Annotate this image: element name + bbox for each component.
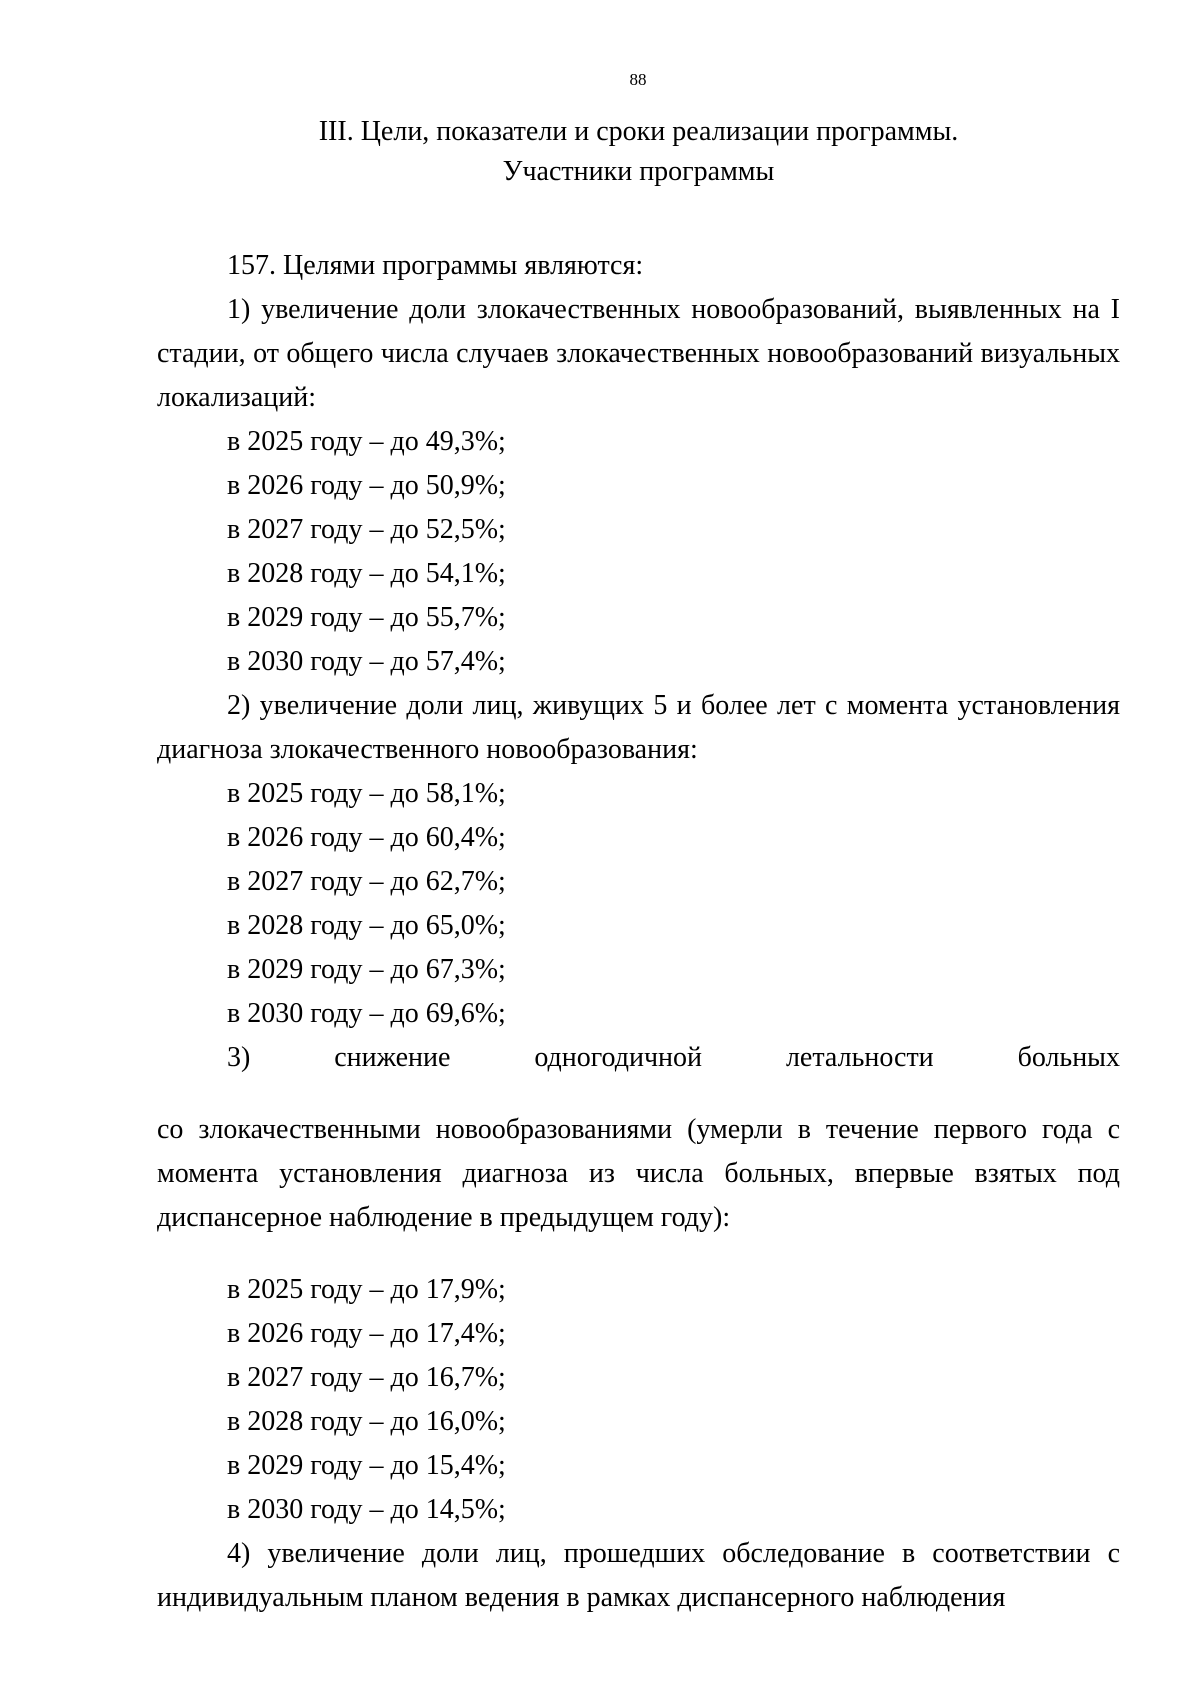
page-number: 88 (629, 70, 647, 89)
goal-3-target-2030: в 2030 году – до 14,5%; (227, 1494, 506, 1525)
goal-1-target-2027: в 2027 году – до 52,5%; (227, 514, 506, 545)
goal-3-word: больных (1017, 1042, 1120, 1073)
goal-2-target-2029: в 2029 году – до 67,3%; (227, 954, 506, 985)
clause-intro: 157. Целями программы являются: (227, 250, 644, 281)
goal-2-text: 2) увеличение доли лиц, живущих 5 и более лет с момента установления диагноза злокачественного новообразования: (157, 690, 1120, 765)
goal-3-text: со злокачественными новообразованиями (умерли в течение первого года с момента установления диагноза из числа больных, впервые взятых под диспансерное наблюдение в предыдущем году): (157, 1114, 1120, 1233)
goal-1-target-2028: в 2028 году – до 54,1%; (227, 558, 506, 589)
goal-3-word: снижение (334, 1042, 451, 1073)
goal-2-target-2025: в 2025 году – до 58,1%; (227, 778, 506, 809)
section-heading (157, 112, 1120, 192)
goal-1-target-2026: в 2026 году – до 50,9%; (227, 470, 506, 501)
goal-1-target-2030: в 2030 году – до 57,4%; (227, 646, 506, 677)
goal-3-target-2028: в 2028 году – до 16,0%; (227, 1406, 506, 1437)
goal-3-first-line (157, 1036, 1120, 1080)
goal-1-target-2029: в 2029 году – до 55,7%; (227, 602, 506, 633)
goal-2-target-2028: в 2028 году – до 65,0%; (227, 910, 506, 941)
goal-4-text: 4) увеличение доли лиц, прошедших обследование в соответствии с индивидуальным планом ведения в рамках диспансерного наблюдения (157, 1538, 1120, 1613)
goal-1-text: 1) увеличение доли злокачественных новообразований, выявленных на I стадии, от общего числа случаев злокачественных новообразований визуальных локализаций: (157, 294, 1120, 413)
goal-2-target-2027: в 2027 году – до 62,7%; (227, 866, 506, 897)
section-heading-line-1: III. Цели, показатели и сроки реализации программы. (318, 116, 959, 147)
goal-3-target-2025: в 2025 году – до 17,9%; (227, 1274, 506, 1305)
goal-1-target-2025: в 2025 году – до 49,3%; (227, 426, 506, 457)
document-body (157, 244, 1120, 1620)
goal-3-target-2027: в 2027 году – до 16,7%; (227, 1362, 506, 1393)
goal-2-target-2026: в 2026 году – до 60,4%; (227, 822, 506, 853)
goal-3-target-2029: в 2029 году – до 15,4%; (227, 1450, 506, 1481)
goal-3-target-2026: в 2026 году – до 17,4%; (227, 1318, 506, 1349)
section-heading-line-2: Участники программы (502, 156, 775, 187)
goal-2-target-2030: в 2030 году – до 69,6%; (227, 998, 506, 1029)
goal-3-word: летальности (785, 1042, 934, 1073)
goal-3-word: 3) (227, 1042, 251, 1073)
goal-3-word: одногодичной (534, 1042, 703, 1073)
